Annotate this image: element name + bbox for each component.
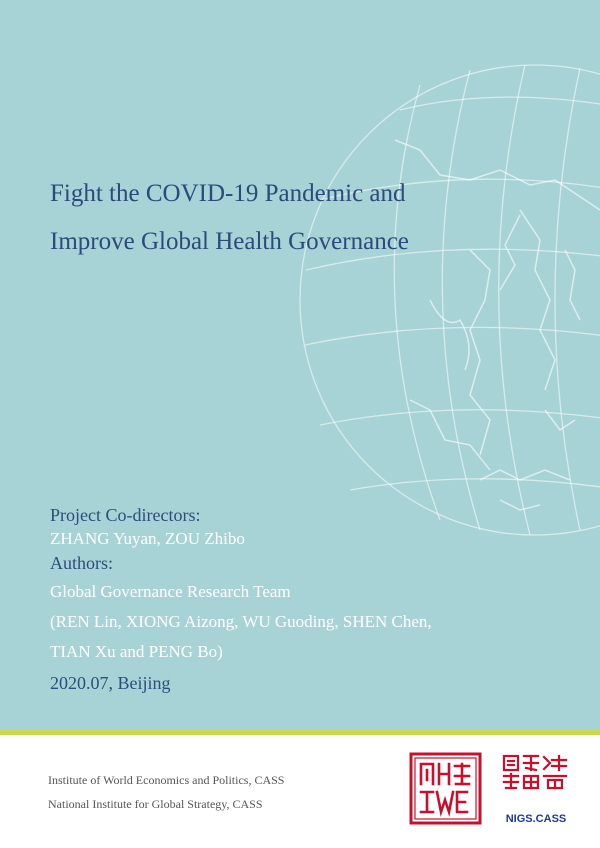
institutes-block xyxy=(48,768,284,816)
accent-stripe xyxy=(0,730,600,735)
directors-heading: Project Co-directors: xyxy=(50,505,201,525)
directors-names: ZHANG Yuyan, ZOU Zhibo xyxy=(50,529,245,548)
red-square-seal-icon xyxy=(409,752,482,825)
report-title-line1: Fight the COVID-19 Pandemic and xyxy=(50,180,406,207)
date-place: 2020.07, Beijing xyxy=(50,673,171,693)
institute-nigs: National Institute for Global Strategy, CASS xyxy=(48,797,263,811)
report-title-line2: Improve Global Health Governance xyxy=(50,228,409,255)
team-members-line2: TIAN Xu and PENG Bo) xyxy=(50,642,223,661)
team-name: Global Governance Research Team xyxy=(50,582,291,601)
nigs-cass-label: NIGS.CASS xyxy=(505,813,567,825)
team-members-line1: (REN Lin, XIONG Aizong, WU Guoding, SHEN Chen, xyxy=(50,612,432,631)
report-title xyxy=(50,170,409,266)
institute-iwep: Institute of World Economics and Politics, CASS xyxy=(48,773,285,787)
authors-heading: Authors: xyxy=(50,553,113,573)
credits-block xyxy=(50,503,432,695)
nigs-cass-logo xyxy=(500,752,572,828)
